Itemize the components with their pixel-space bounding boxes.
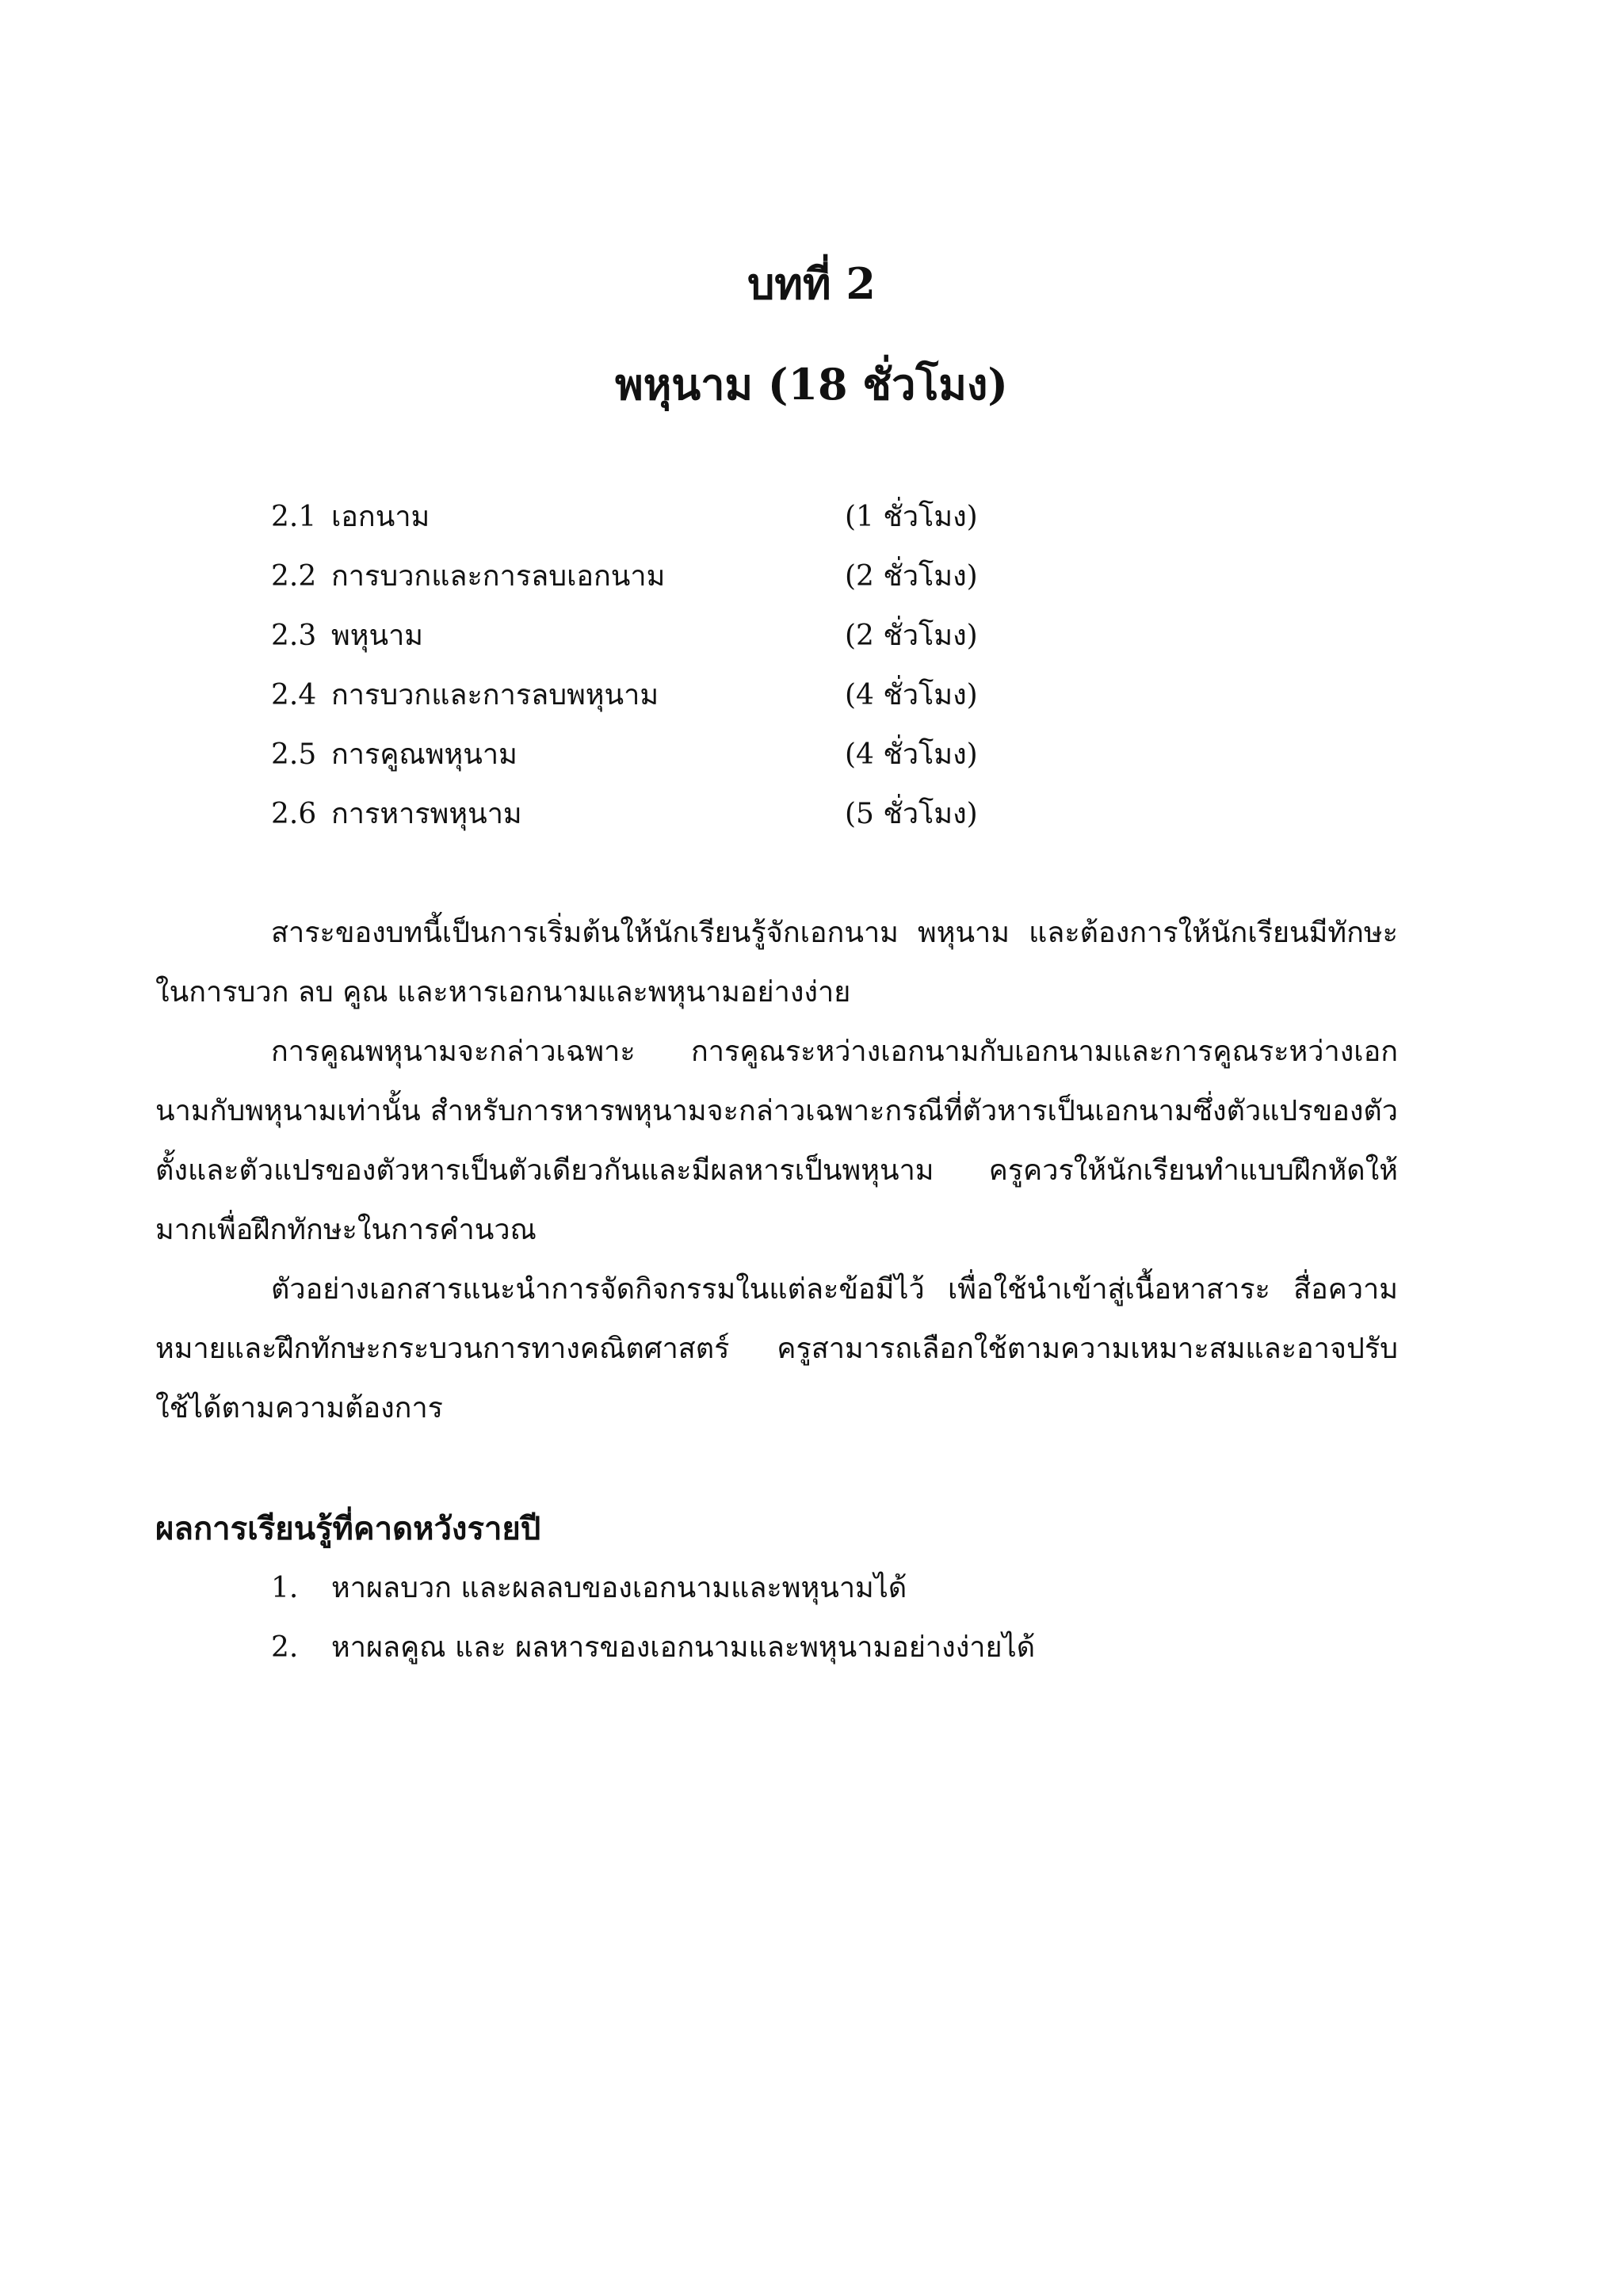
topic-hours: (4 ชั่วโมง) [845,738,978,771]
topic-title: พหุนาม [331,620,424,652]
topic-hours: (2 ชั่วโมง) [845,620,978,652]
outcomes-heading: ผลการเรียนรู้ที่คาดหวังรายปี [155,1510,541,1547]
topic-number: 2.5 [271,738,317,771]
chapter-subtitle: พหุนาม (18 ชั่วโมง) [615,359,1008,410]
topic-title: การบวกและการลบพหุนาม [331,679,659,711]
outcome-number: 1. [271,1572,299,1604]
outcomes-list [271,1561,1301,1680]
topic-row [271,549,1064,608]
overview-paragraph: การคูณพหุนามจะกล่าวเฉพาะ การคูณระหว่างเอกนามกับเอกนามและการคูณระหว่างเอกนามกับพหุนามเท่านั้น สำหรับการหารพหุนามจะกล่าวเฉพาะกรณีที่ตัวหารเป็นเอกนามซึ่งตัวแปรของตัวตั้งและตัวแปรของตัวหารเป็นตัวเดียวกันและมีผลหารเป็นพหุนาม ครูควรให้นักเรียนทำแบบฝึกหัดให้มากเพื่อฝึกทักษะในการคำนวณ [155,1035,1398,1246]
topic-list [271,490,1064,846]
overview-paragraph: สาระของบทนี้เป็นการเริ่มต้นให้นักเรียนรู้จักเอกนาม พหุนาม และต้องการให้นักเรียนมีทักษะในการบวก ลบ คูณ และหารเอกนามและพหุนามอย่างง่าย [155,917,1398,1009]
topic-hours: (4 ชั่วโมง) [845,679,978,711]
topic-row [271,608,1064,668]
topic-number: 2.3 [271,620,317,652]
topic-hours: (2 ชั่วโมง) [845,560,978,593]
chapter-title: บทที่ 2 [747,258,876,309]
outcome-number: 2. [271,1631,299,1664]
topic-row [271,787,1064,846]
topic-hours: (1 ชั่วโมง) [845,501,978,533]
topic-title: การคูณพหุนาม [331,738,517,771]
topic-row [271,727,1064,787]
topic-title: การบวกและการลบเอกนาม [331,560,666,593]
topic-number: 2.2 [271,560,317,593]
outcome-text: หาผลบวก และผลลบของเอกนามและพหุนามได้ [331,1572,907,1604]
chapter-overview [155,903,1398,1438]
topic-title: เอกนาม [331,501,430,533]
outcome-text: หาผลคูณ และ ผลหารของเอกนามและพหุนามอย่างง่ายได้ [331,1631,1036,1664]
outcome-item [271,1561,1301,1620]
overview-paragraph: ตัวอย่างเอกสารแนะนำการจัดกิจกรรมในแต่ละข้อมีไว้ เพื่อใช้นำเข้าสู่เนื้อหาสาระ สื่อความหมายและฝึกทักษะกระบวนการทางคณิตศาสตร์ ครูสามารถเลือกใช้ตามความเหมาะสมและอาจปรับใช้ได้ตามความต้องการ [155,1273,1398,1425]
topic-row [271,490,1064,549]
topic-hours: (5 ชั่วโมง) [845,798,978,830]
topic-number: 2.4 [271,679,317,711]
topic-title: การหารพหุนาม [331,798,522,830]
outcome-item [271,1620,1301,1680]
topic-row [271,668,1064,727]
topic-number: 2.1 [271,501,317,533]
topic-number: 2.6 [271,798,317,830]
